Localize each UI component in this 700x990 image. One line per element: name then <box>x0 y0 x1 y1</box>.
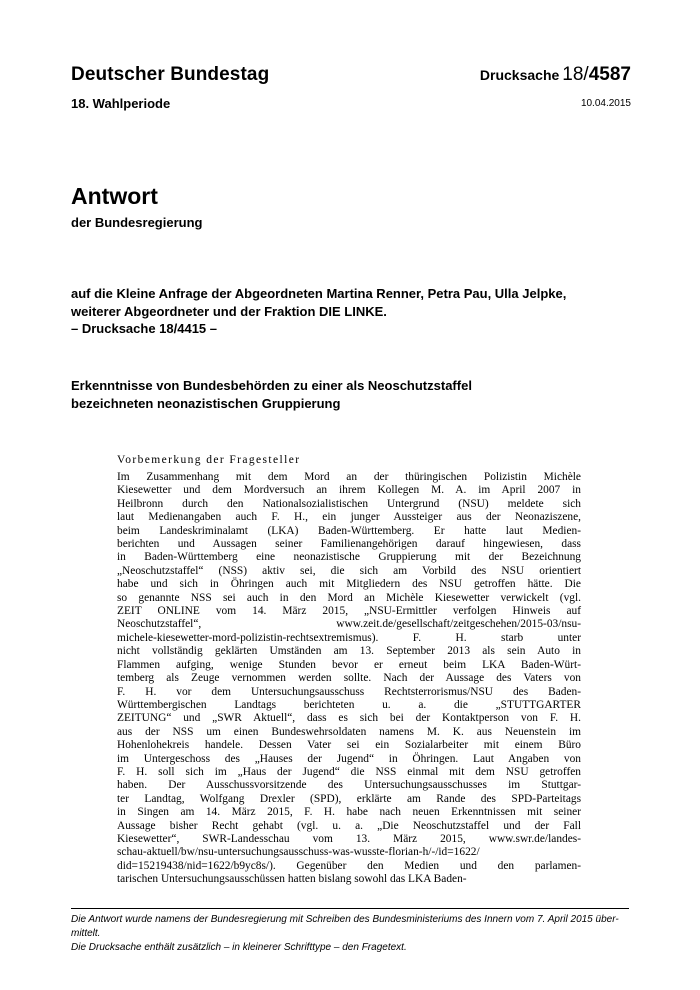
preliminary-remark-heading: Vorbemerkung der Fragesteller <box>117 454 301 466</box>
inquiry-subject <box>71 377 631 412</box>
body-text-line: Heilbronn durch den Nationalsozialistischen Untergrund (NSU) meldete sich <box>117 497 581 510</box>
body-text-line: Hohenlohekreis handele. Dessen Vater sei ein Sozialarbeiter mit einem Büro <box>117 739 581 752</box>
subject-line: Erkenntnisse von Bundesbehörden zu einer als Neoschutzstaffel <box>71 378 472 393</box>
subject-line: bezeichneten neonazistischen Gruppierung <box>71 395 341 411</box>
body-text-line: Im Zusammenhang mit dem Mord an der thüringischen Polizistin Michèle <box>117 471 581 483</box>
drucksache-number-prefix: 18/ <box>562 64 589 85</box>
body-text-line: Württembergischen Landtags berichteten u. a. die „STUTTGARTER <box>117 698 581 711</box>
body-text-line: in Singen am 14. März 2015, F. H. habe nach neuen Erkenntnissen mit seiner <box>117 806 581 819</box>
body-text-line: Neoschutzstaffel“, www.zeit.de/gesellschaft/zeitgeschehen/2015-03/nsu- <box>117 618 581 631</box>
document-subtitle: der Bundesregierung <box>71 215 203 230</box>
legislative-period: 18. Wahlperiode <box>71 96 171 111</box>
body-text-line: F. H. vor dem Untersuchungsausschuss Rechtsterrorismus/NSU des Baden- <box>117 685 581 698</box>
footnote-line: mittelt. <box>71 928 101 939</box>
footnote-divider <box>71 908 629 909</box>
footnote <box>71 913 631 955</box>
document-title: Antwort <box>71 183 158 209</box>
body-text-line: Kiesewetter und dem Mordversuch an ihrem Kollegen M. A. im April 2007 in <box>117 484 581 497</box>
body-text-line: „Neoschutzstaffel“ (NSS) aktiv sei, die sich am Vorbild des NSU orientiert <box>117 564 581 577</box>
body-text-line: Flammen aufging, wenige Stunden bevor er erneut beim LKA Baden-Würt- <box>117 658 581 671</box>
body-text-line: schau-aktuell/bw/nsu-untersuchungsausschuss-was-wusste-florian-h/-/id=1622/ <box>117 846 480 859</box>
body-text-line: tarischen Untersuchungsausschüssen hatten bislang sowohl das LKA Baden- <box>117 873 467 886</box>
body-text-line: F. H. soll sich im „Haus der Jugend“ die NSS einmal mit dem NSU getroffen <box>117 765 581 778</box>
body-text-line: Aussage bisher Recht gehabt (vgl. u. a. „Die Neoschutzstaffel und der Fall <box>117 819 581 832</box>
inquiry-line: weiterer Abgeordneter und der Fraktion DIE LINKE. <box>71 303 387 319</box>
body-text-line: michele-kiesewetter-mord-polizistin-rechtsextremismus). F. H. starb unter <box>117 631 581 644</box>
body-text-line: habe und sich in Öhringen auch mit Mitgliedern des NSU getroffen hätte. Die <box>117 578 581 591</box>
body-text-line: im Untergeschoss des „Hauses der Jugend“ in Öhringen. Laut Angaben von <box>117 752 581 765</box>
body-text-line: ter Landtag, Wolfgang Drexler (SPD), erklärte am Rande des SPD-Parteitags <box>117 792 581 805</box>
body-text-line: aus der NSS um einen Bundeswehrsoldaten namens M. K. aus Neuenstein im <box>117 725 581 738</box>
drucksache-number: 4587 <box>588 64 631 85</box>
body-text-line: haben. Der Ausschussvorsitzende des Untersuchungsausschusses im Stuttgar- <box>117 779 581 792</box>
drucksache-label: Drucksache <box>479 67 560 83</box>
body-text-line: did=15219438/nid=1622/b9yc8s/). Gegenüber den Medien und den parlamen- <box>117 859 581 872</box>
document-date: 10.04.2015 <box>580 98 631 109</box>
inquiry-line: auf die Kleine Anfrage der Abgeordneten Martina Renner, Petra Pau, Ulla Jelpke, <box>71 286 567 301</box>
drucksache-id <box>480 64 631 86</box>
body-text-line: so genannte NSS sei auch in den Mord an Michèle Kiesewetter verwickelt (vgl. <box>117 591 581 604</box>
parliament-name: Deutscher Bundestag <box>71 64 270 85</box>
footnote-line: Die Antwort wurde namens der Bundesregierung mit Schreiben des Bundesministeriums des Innern vom 7. April 2015 über- <box>71 914 619 925</box>
preliminary-remark-body <box>117 471 581 887</box>
body-text-line: beim Landeskriminalamt (LKA) Baden-Württemberg. Er hatte laut Medien- <box>117 524 581 537</box>
body-text-line: berichten und Aussagen seiner Familienangehörigen darauf hingewiesen, dass <box>117 538 581 551</box>
body-text-line: laut Medienangaben auch F. H., ein junger Aussteiger aus der Neonaziszene, <box>117 511 581 524</box>
body-text-line: ZEIT ONLINE vom 14. März 2015, „NSU-Ermittler verfolgen Hinweis auf <box>117 605 581 618</box>
body-text-line: in Baden-Württemberg eine neonazistische Gruppierung mit der Bezeichnung <box>117 551 581 564</box>
body-text-line: temberg als Zeuge vernommen werden sollte. Nach der Aussage des Vaters von <box>117 672 581 685</box>
footnote-line: Die Drucksache enthält zusätzlich – in kleinerer Schrifttype – den Fragetext. <box>71 942 407 953</box>
inquiry-reference <box>71 285 641 338</box>
body-text-line: ZEITUNG“ und „SWR Aktuell“, dass es sich bei der Kontaktperson von F. H. <box>117 712 581 725</box>
body-text-line: nicht vollständig geklärten Umständen am 13. September 2013 als sein Auto in <box>117 645 581 658</box>
body-text-line: Kiesewetter“, SWR-Landesschau vom 13. März 2015, www.swr.de/landes- <box>117 832 581 845</box>
inquiry-line: – Drucksache 18/4415 – <box>71 321 217 336</box>
